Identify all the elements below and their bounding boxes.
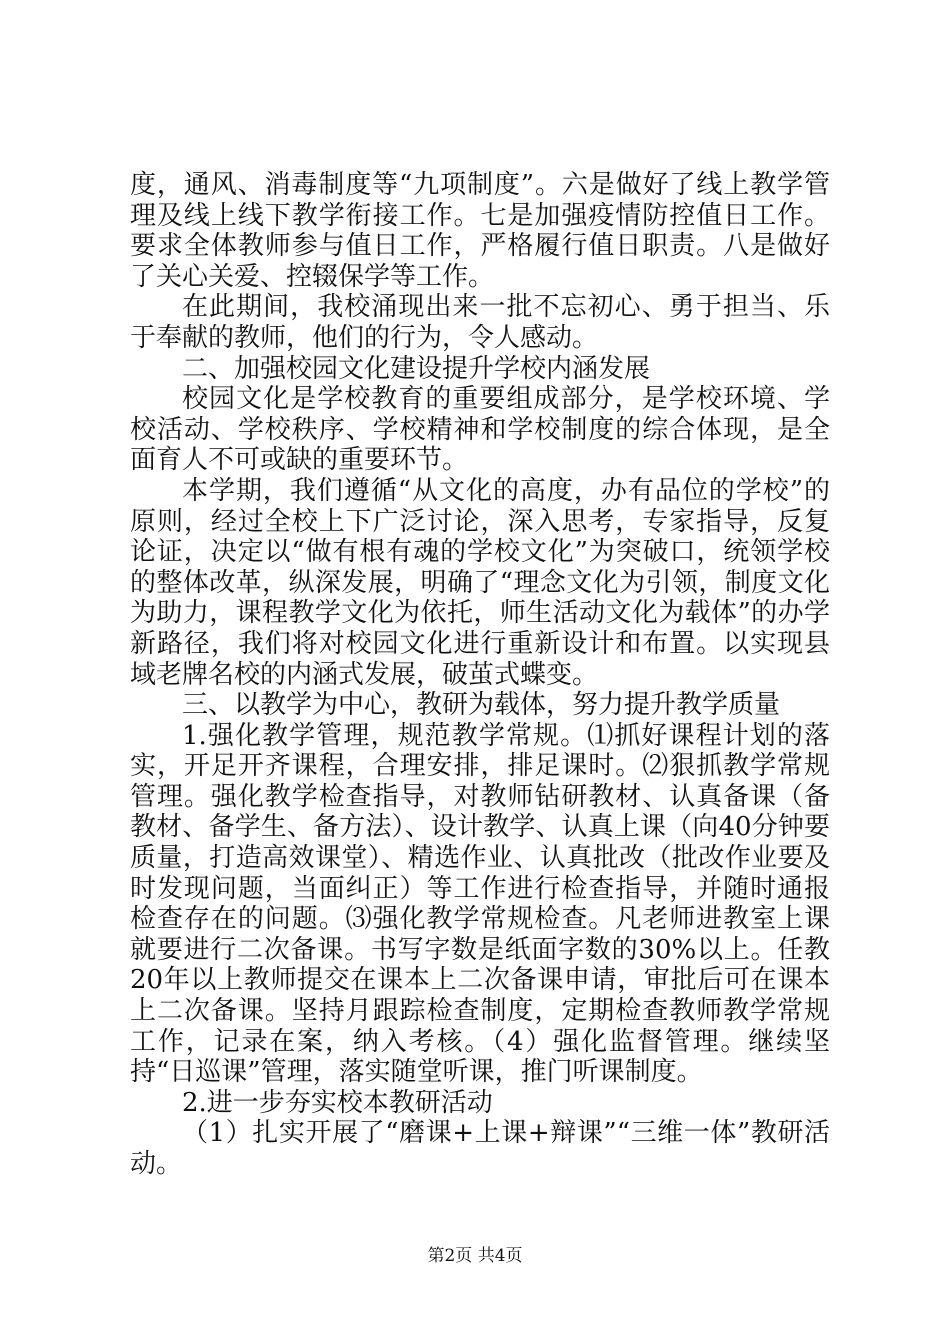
paragraph-6: （1）扎实开展了“磨课+上课+辩课”“三维一体”教研活动。 xyxy=(130,1118,830,1179)
section-heading-2: 二、加强校园文化建设提升学校内涵发展 xyxy=(182,353,651,384)
paragraph-3: 校园文化是学校教育的重要组成部分，是学校环境、学校活动、学校秩序、学校精神和学校制度的综合体现，是全面育人不可或缺的重要环节。 xyxy=(130,384,830,476)
paragraph-1: 度，通风、消毒制度等“九项制度”。六是做好了线上教学管理及线上线下教学衔接工作。七是加强疫情防控值日工作。要求全体教师参与值日工作，严格履行值日职责。八是做好了关心关爱、控辍保学等工作。 xyxy=(130,170,830,292)
paragraph-4: 本学期，我们遵循“从文化的高度，办有品位的学校”的原则，经过全校上下广泛讨论，深入思考，专家指导，反复论证，决定以“做有根有魂的学校文化”为突破口，统领学校的整体改革，纵深发展，明确了“理念文化为引领，制度文化为助力，课程教学文化为依托，师生活动文化为载体”的办学新路径，我们将对校园文化进行重新设计和布置。以实现县域老牌名校的内涵式发展，破茧式蝶变。 xyxy=(130,475,830,690)
paragraph-2: 在此期间，我校涌现出来一批不忘初心、勇于担当、乐于奉献的教师，他们的行为，令人感动。 xyxy=(130,292,830,353)
section-heading-3: 三、以教学为中心，教研为载体，努力提升教学质量 xyxy=(182,690,781,721)
page-number-footer: 第2页 共4页 xyxy=(427,1246,523,1266)
subheading-2: 2.进一步夯实校本教研活动 xyxy=(182,1087,493,1118)
paragraph-5: 1.强化教学管理，规范教学常规。⑴抓好课程计划的落实，开足开齐课程，合理安排，排足课时。⑵狠抓教学常规管理。强化教学检查指导，对教师钻研教材、认真备课（备教材、备学生、备方法）、设计教学、认真上课（向40分钟要质量，打造高效课堂）、精选作业、认真批改（批改作业要及时发现问题，当面纠正）等工作进行检查指导，并随时通报检查存在的问题。⑶强化教学常规检查。凡老师进教室上课就要进行二次备课。书写字数是纸面字数的30%以上。任教20年以上教师提交在课本上二次备课申请，审批后可在课本上二次备课。坚持月跟踪检查制度，定期检查教师教学常规工作，记录在案，纳入考核。（4）强化监督管理。继续坚持“日巡课”管理，落实随堂听课，推门听课制度。 xyxy=(130,720,830,1088)
document-body xyxy=(130,170,830,1180)
